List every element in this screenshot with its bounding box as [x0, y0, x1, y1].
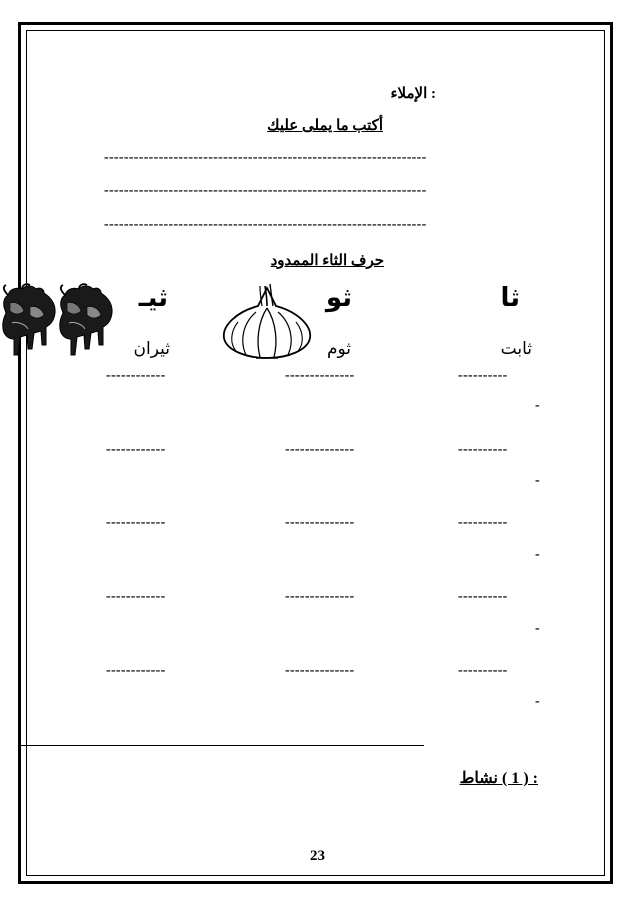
dictation-line: -----------------------------------------------------------------	[104, 150, 427, 165]
blank-right: ----------	[458, 368, 508, 383]
syllable-thi: ثيـ	[138, 282, 168, 312]
syllable-thu: ثو	[325, 282, 352, 312]
blank-right-tail: -	[535, 398, 540, 413]
blank-right-tail: -	[535, 694, 540, 709]
blank-middle: --------------	[285, 368, 355, 383]
blank-right-tail: -	[535, 621, 540, 636]
blank-right: ----------	[458, 442, 508, 457]
word-thiran: ثيران	[133, 339, 170, 358]
blank-right: ----------	[458, 663, 508, 678]
blank-left: ------------	[106, 515, 166, 530]
section-title: حرف الثاء الممدود	[270, 253, 384, 269]
bull-icon	[0, 283, 58, 363]
blank-middle: --------------	[285, 442, 355, 457]
activity-label: : ( 1 ) نشاط	[459, 770, 538, 787]
dictation-title: : الإملاء	[390, 86, 436, 102]
dictation-line: -----------------------------------------------------------------	[104, 217, 427, 232]
garlic-icon	[216, 282, 318, 362]
blank-right-tail: -	[535, 473, 540, 488]
blank-left: ------------	[106, 589, 166, 604]
word-thum: ثوم	[326, 339, 351, 358]
page-number: 23	[310, 848, 325, 864]
word-thabit: ثابت	[500, 339, 532, 358]
syllable-tha: ثا	[500, 282, 520, 312]
blank-right: ----------	[458, 515, 508, 530]
dictation-line: -----------------------------------------------------------------	[104, 183, 427, 198]
blank-right: ----------	[458, 589, 508, 604]
blank-middle: --------------	[285, 515, 355, 530]
blank-left: ------------	[106, 442, 166, 457]
blank-middle: --------------	[285, 589, 355, 604]
blank-middle: --------------	[285, 663, 355, 678]
dictation-instruction: أكتب ما يملى عليك	[267, 118, 383, 134]
blank-right-tail: -	[535, 547, 540, 562]
bull-icon	[57, 283, 115, 363]
section-divider	[18, 745, 424, 746]
blank-left: ------------	[106, 368, 166, 383]
blank-left: ------------	[106, 663, 166, 678]
